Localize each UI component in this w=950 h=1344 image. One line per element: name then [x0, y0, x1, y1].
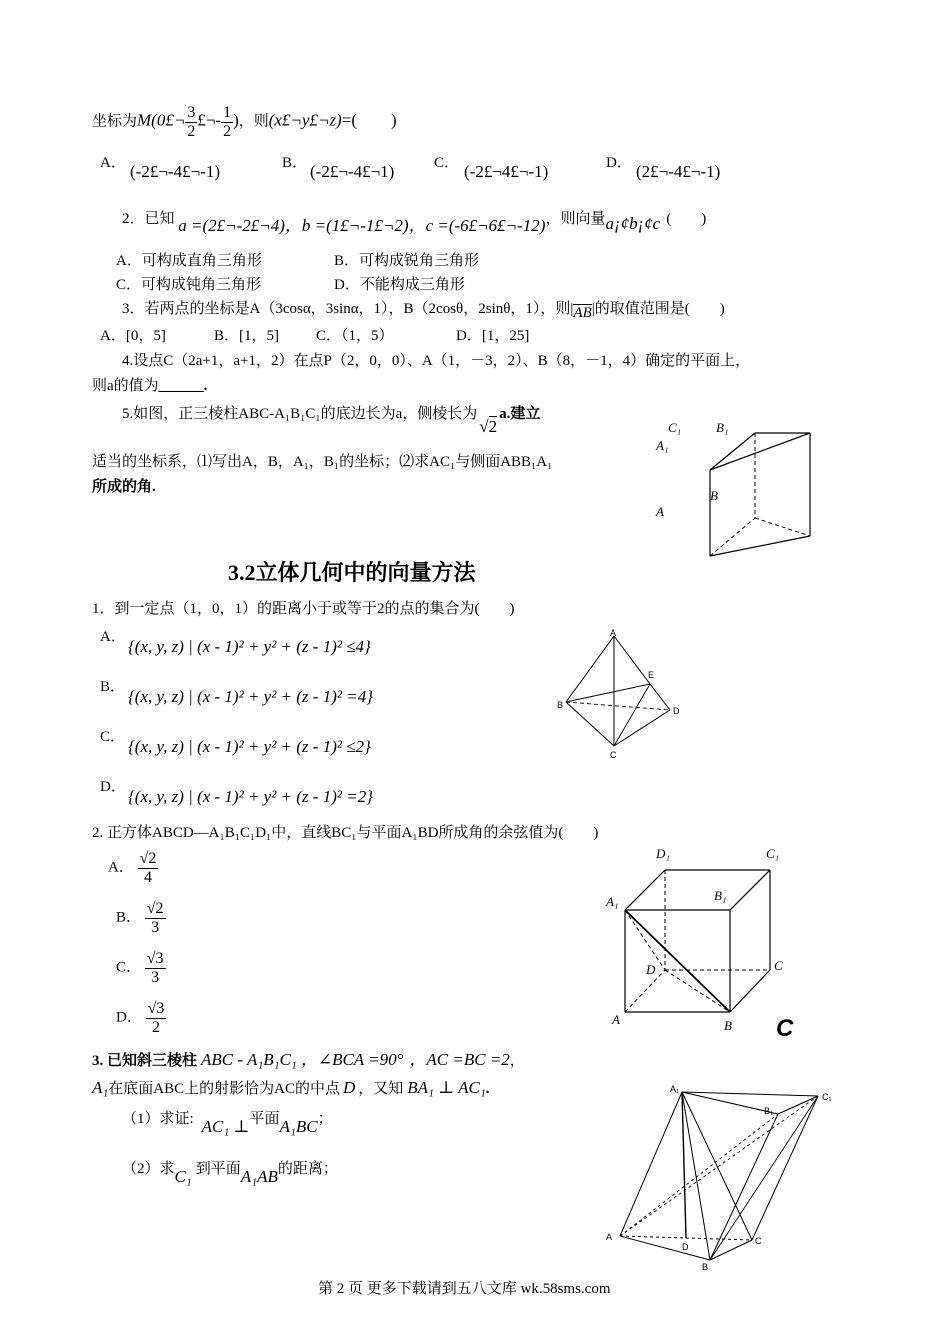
s3-part2-end: 的距离；	[277, 1161, 338, 1177]
frac-num: √2	[139, 850, 157, 867]
q5-sqrt: √2	[479, 417, 498, 436]
s3-part1-expr2: A₁BC	[279, 1117, 318, 1136]
s1-option-c-label: C．	[100, 729, 126, 745]
frac-den: 3	[151, 968, 160, 986]
cube-label-b: B	[724, 1018, 732, 1033]
s1-option-c-value: {(x, y, z) | (x - 1)² + y² + (z - 1)² ≤2}	[128, 737, 371, 756]
q4-line2-post: .	[203, 378, 208, 394]
s3-angle: ，∠BCA =90°	[300, 1050, 404, 1069]
s1-option-d-label: D．	[100, 779, 126, 795]
s3-line2	[92, 1078, 490, 1098]
cube-label-b1: B₁	[714, 888, 727, 903]
intro-close: )	[233, 110, 239, 130]
s3-eq: ，AC =BC =2	[409, 1050, 510, 1069]
q3-option-a: A．[0，5]	[100, 328, 166, 344]
q2-pre: 2．已知	[122, 211, 175, 227]
q2-vector-c: ，c =(-6£¬6£¬-12)	[408, 216, 546, 235]
q3-option-d: D．[1，25]	[456, 328, 530, 344]
oblique-prism-figure	[600, 1080, 850, 1270]
q5-line2: 适当的坐标系，⑴写出A，B，A₁，B₁的坐标；⑵求AC₁与侧面ABB₁A₁	[92, 454, 553, 470]
q5-sqrt-value: 2	[488, 417, 498, 436]
q4-line2-pre: 则a的值为	[92, 378, 159, 394]
s3-line1-end: ，	[509, 1053, 525, 1069]
page-footer: 第 2 页 更多下载请到五八文库 wk.58sms.com	[318, 1281, 611, 1297]
cube-label-a: A	[612, 1012, 620, 1027]
s3-line2-b: ，又知	[358, 1081, 404, 1097]
q2-option-c: C．可构成钝角三角形	[116, 277, 262, 293]
s2-option-d	[116, 1000, 166, 1036]
frac-num: √3	[146, 950, 164, 967]
s1-option-d-value: {(x, y, z) | (x - 1)² + y² + (z - 1)² =2}	[128, 787, 373, 806]
s2-option-a-frac	[138, 850, 159, 886]
q3-vector-ab: AB	[573, 305, 592, 321]
cube-label-big-c: C	[776, 1015, 794, 1040]
oblique-label-d: D	[682, 1242, 689, 1252]
oblique-label-c1: C₁	[822, 1092, 832, 1102]
cube-label-c: C	[774, 958, 783, 973]
s1-option-b-value: {(x, y, z) | (x - 1)² + y² + (z - 1)² =4}	[128, 687, 373, 706]
s3-part1-expr: AC₁ ⊥	[201, 1117, 250, 1136]
s1-option-b-label: B．	[100, 679, 126, 695]
q3-line	[122, 300, 725, 321]
s2-option-b	[116, 900, 166, 936]
frac-num: 1	[223, 104, 232, 121]
tetra-label-c: C	[610, 750, 617, 760]
prism-figure	[650, 418, 820, 563]
prism-label-c1: C₁	[668, 420, 682, 435]
oblique-label-b1: B₁	[764, 1106, 774, 1116]
s3-part1	[122, 1108, 333, 1136]
s2-question: 2. 正方体ABCD—A₁B₁C₁D₁中，直线BC₁与平面A₁BD所成角的余弦值为( )	[92, 825, 599, 841]
tetra-label-d: D	[673, 706, 680, 716]
q5-line3: 所成的角.	[92, 479, 156, 495]
frac-num: √2	[146, 900, 164, 917]
intro-frac-1	[185, 104, 197, 140]
s1-question: 1．到一定点（1，0，1）的距离小于或等于2的点的集合为( )	[92, 601, 515, 617]
s3-line2-a: 在底面ABC上的射影恰为AC的中点	[108, 1081, 340, 1097]
s3-line2-end: .	[485, 1081, 490, 1097]
intro-mid: £¬-	[197, 110, 222, 130]
s3-part1-pre: （1）求证:	[122, 1111, 194, 1127]
s2-option-c-frac	[145, 950, 166, 986]
s3-part2	[122, 1158, 338, 1186]
s3-part2-plane: A₁AB	[240, 1167, 278, 1186]
q4-line2	[92, 377, 207, 395]
q2-option-a: A．可构成直角三角形	[116, 253, 262, 269]
intro-M: M(0£¬	[137, 110, 186, 130]
s3-part1-end: ；	[317, 1111, 333, 1127]
s3-part2-c1: C₁	[174, 1167, 192, 1186]
s2-option-a	[108, 850, 158, 886]
top-option-a-value: (-2£¬-4£¬-1)	[130, 162, 220, 181]
tetra-label-e: E	[648, 670, 655, 680]
top-option-c-label: C．	[434, 155, 460, 171]
q2-option-d: D．不能构成三角形	[334, 277, 465, 293]
top-option-b-label: B．	[282, 155, 308, 171]
s2-option-a-label: A．	[108, 859, 134, 876]
q2-paren: ( )	[666, 211, 707, 227]
cube-label-a1: A₁	[606, 894, 619, 909]
cube-figure	[600, 840, 830, 1040]
intro-post: ，则	[238, 113, 269, 130]
frac-num: 3	[187, 104, 196, 121]
tetra-label-b: B	[557, 700, 564, 710]
prism-label-b1: B₁	[716, 420, 729, 435]
intro-pre: 坐标为	[92, 113, 138, 130]
q2-vector-b: ，b =(1£¬-1£¬2)	[284, 216, 409, 235]
q5-line1-post: a.建立	[499, 406, 541, 422]
oblique-label-a: A	[606, 1232, 613, 1242]
s3-part1-plane: 平面	[249, 1111, 280, 1127]
s2-option-b-frac	[145, 900, 166, 936]
q2-post: ，则向量	[545, 211, 606, 227]
s3-perp: BA₁ ⊥ AC₁	[407, 1078, 486, 1097]
top-option-c-value: (-2£¬4£¬-1)	[464, 162, 549, 181]
s3-part2-pre: （2）求	[122, 1161, 175, 1177]
q3-option-c: C．（1，5）	[316, 328, 394, 344]
intro-line	[92, 104, 397, 140]
s1-option-a-value: {(x, y, z) | (x - 1)² + y² + (z - 1)² ≤4}	[128, 637, 371, 656]
cube-label-d: D	[646, 962, 656, 977]
q2-option-b: B．可构成锐角三角形	[334, 253, 480, 269]
q3-option-b: B．[1，5]	[214, 328, 279, 344]
frac-num: √3	[147, 1000, 165, 1017]
prism-label-a1: A₁	[656, 438, 669, 453]
q3-text2: |的取值范围是( )	[591, 301, 725, 317]
top-option-a-label: A．	[100, 155, 126, 171]
oblique-label-b: B	[702, 1262, 709, 1270]
tetra-label-a: A	[610, 628, 617, 638]
intro-eq: =( )	[341, 110, 397, 130]
frac-den: 3	[151, 918, 160, 936]
s2-option-c	[116, 950, 166, 986]
cube-label-c1: C₁	[766, 846, 780, 861]
q4-line1: 4.设点C（2a+1，a+1，2）在点P（2，0，0）、A（1，－3，2）、B（8，－1，4）确定的平面上，	[122, 353, 751, 369]
s2-option-d-label: D．	[116, 1009, 142, 1026]
s3-a1: A₁	[92, 1078, 109, 1097]
top-option-b-value: (-2£¬-4£¬1)	[310, 162, 395, 181]
s3-line1	[92, 1050, 525, 1070]
q4-blank: ______	[158, 378, 204, 394]
tetrahedron-figure	[552, 626, 692, 762]
s3-d: D	[342, 1078, 356, 1097]
top-option-d-label: D．	[606, 155, 632, 171]
cube-label-d1: D₁	[656, 846, 670, 861]
frac-den: 2	[187, 122, 196, 140]
s1-option-a-label: A．	[100, 629, 126, 645]
intro-frac-2	[221, 104, 233, 140]
q2-vector-a: a =(2£¬-2£¬4)	[178, 216, 285, 235]
q2-line	[122, 208, 707, 235]
oblique-label-c: C	[755, 1236, 762, 1246]
top-option-d-value: (2£¬-4£¬-1)	[636, 162, 721, 181]
q5-line1-pre: 5.如图，正三棱柱ABC-A₁B₁C₁的底边长为a，侧棱长为	[122, 406, 478, 422]
frac-den: 4	[143, 868, 152, 886]
s2-option-d-frac	[146, 1000, 167, 1036]
section-title: 3.2立体几何中的向量方法	[228, 560, 476, 585]
oblique-label-a1: A₁	[670, 1084, 680, 1094]
s2-option-c-label: C．	[116, 959, 142, 976]
s3-prism: ABC - A₁B₁C₁	[201, 1050, 297, 1069]
frac-den: 2	[151, 1018, 160, 1036]
s2-option-b-label: B．	[116, 909, 142, 926]
q3-text: 3．若两点的坐标是A（3cosα，3sinα，1），B（2cosθ，2sinθ，1），则|	[122, 301, 574, 317]
s3-part2-mid: 到平面	[195, 1161, 241, 1177]
q5-line1	[122, 403, 541, 436]
frac-den: 2	[223, 122, 232, 140]
intro-expr: (x£¬y£¬z)	[268, 110, 342, 130]
prism-label-b: B	[710, 488, 718, 503]
prism-label-a: A	[656, 504, 664, 519]
q2-vecs: a¡¢b¡¢c	[605, 214, 661, 233]
s3-line1-pre: 3. 已知斜三棱柱	[92, 1053, 198, 1069]
